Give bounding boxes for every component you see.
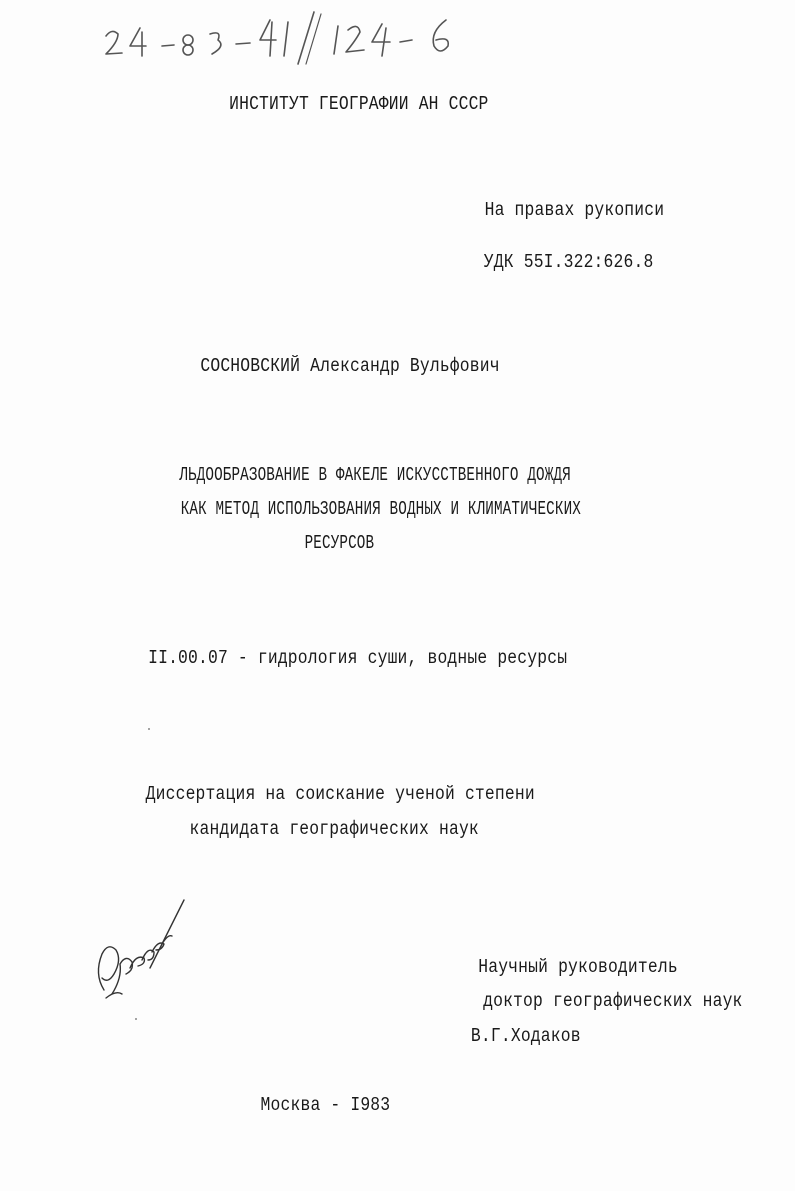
title-line-3: РЕСУРСОВ: [304, 532, 375, 554]
paper-speck: [135, 1018, 137, 1020]
title-line-1: ЛЬДООБРАЗОВАНИЕ В ФАКЕЛЕ ИСКУССТВЕННОГО ДОЖДЯ: [179, 464, 571, 486]
supervisor-role: Научный руководитель: [478, 956, 678, 978]
city-year: Москва - I983: [260, 1094, 391, 1116]
institute-name: ИНСТИТУТ ГЕОГРАФИИ АН СССР: [229, 93, 489, 115]
manuscript-rights-note: На правах рукописи: [484, 199, 665, 221]
paper-speck: [148, 728, 150, 730]
archive-number-handwritten: [100, 6, 480, 66]
supervisor-name: В.Г.Ходаков: [470, 1025, 581, 1047]
degree-line-2: кандидата географических наук: [189, 818, 479, 840]
signature: [92, 894, 192, 1006]
supervisor-degree: доктор географических наук: [483, 990, 743, 1012]
author-name: СОСНОВСКИЙ Александр Вульфович: [200, 355, 500, 377]
specialty-code: II.00.07 - гидрология суши, водные ресурсы: [148, 647, 568, 669]
degree-line-1: Диссертация на соискание ученой степени: [145, 783, 535, 805]
title-line-2: КАК МЕТОД ИСПОЛЬЗОВАНИЯ ВОДНЫХ И КЛИМАТИЧЕСКИХ: [180, 498, 581, 520]
udc-code: УДК 55I.322:626.8: [483, 251, 654, 273]
